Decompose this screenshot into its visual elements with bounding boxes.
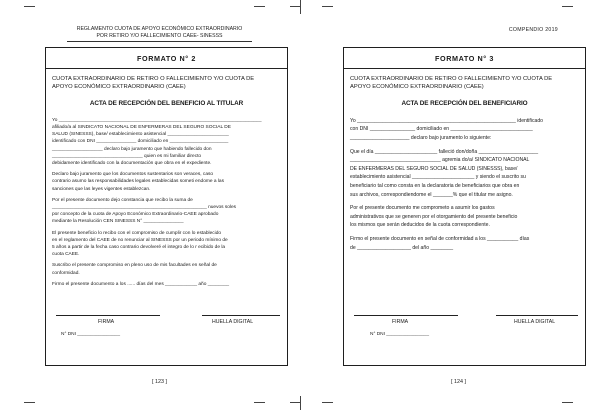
text-line: Firmo el presente documento a los ...... días del mes ____________ año ________ [52, 281, 230, 287]
signature-line [56, 315, 160, 316]
text-line: 5 años a partir de la fecha caso contrario devolveré el integro de lo r ecibido de la [52, 245, 226, 251]
text-line: Suscribo el presente compromiso en pleno uso de mis facultades en señal de [52, 263, 217, 269]
text-line: en el reglamento del CAEE de no renunciar al SINESSS por un periodo mínimo de [52, 237, 228, 243]
dni-field: N° DNI ________________ [61, 332, 120, 337]
text-line: Por el presente documento dejo constancia que recibo la suma de [52, 197, 193, 203]
signature-block [350, 315, 579, 355]
text-line: Yo ____________________________________________________________________________ [52, 117, 262, 123]
paragraph-conformity [52, 262, 281, 276]
text-line: administrativos que se generen por el otorgamiento del presente beneficio [350, 213, 518, 220]
fingerprint-line [202, 315, 280, 316]
running-head-line: REGLAMENTO CUOTA DE APOYO ECONÓMICO EXTRAORDINARIO [76, 26, 243, 32]
paragraph-date [52, 281, 281, 288]
paragraph-date [350, 235, 579, 252]
document-heading: ACTA DE RECEPCIÓN DEL BENEFICIO AL TITULAR [89, 99, 244, 107]
fingerprint-label: HUELLA DIGITAL [514, 319, 556, 325]
page-number: [ 124 ] [451, 379, 466, 385]
text-line: Yo ________________________________________________________ identificado [350, 117, 544, 124]
text-line: DE ENFERMERAS DEL SEGURO SOCIAL DE SALUD (SINESSS), base/ [350, 165, 518, 172]
document-heading: ACTA DE RECEPCIÓN DEL BENEFICIARIO [401, 99, 528, 107]
text-line: Que el día ______________________ falleció don/doña _____________________ [350, 148, 539, 155]
text-line: __________________________________ quien es mi familiar directo [52, 153, 202, 159]
form-frame [45, 47, 288, 366]
format-title: FORMATO N° 3 [344, 48, 585, 69]
paragraph-declaration [52, 117, 281, 167]
form-subtitle [350, 75, 579, 92]
signature-block [52, 315, 281, 355]
paragraph-commitment [350, 204, 579, 230]
running-head [67, 26, 252, 42]
text-line: identificado con DNI _______________ domiciliado en ______________________ [52, 139, 229, 145]
page-number: [ 123 ] [152, 379, 167, 385]
dni-field: N° DNI ________________ [370, 332, 429, 337]
text-line: debidamente identificado con la documentación que obra en el expediente. [52, 161, 212, 167]
form-frame [343, 47, 586, 366]
text-line: _____________________ declaro bajo juramento lo siguiente: [350, 135, 492, 141]
text-line: los mismos que serán deducidos de la cuota correspondiente. [350, 222, 490, 229]
text-line: con DNI ________________ domiciliado en _____________________________ [350, 126, 533, 133]
form-subtitle [52, 75, 281, 92]
paragraph-beneficiary [350, 148, 579, 200]
text-line: SALUD (SINESSS), base/ establecimiento asistencial _______________________ [52, 132, 229, 138]
text-line: sanciones que las leyes vigentes establezcan. [52, 186, 151, 192]
text-line: El presente beneficio lo recibo con el compromiso de cumplir con lo establecido [52, 230, 222, 236]
text-line: de ___________________ del año ________ [350, 244, 454, 251]
format-title: FORMATO N° 2 [46, 48, 287, 69]
text-line: __________________________________________________________ nuevos soles [52, 205, 237, 211]
text-line: mediante la Resolución CEN SINESSS N° _______________ [52, 219, 184, 225]
text-line: sus archivos, correspondiendome el _______% que el titular me asigno. [350, 191, 513, 198]
text-line: ________________________________ agremia do/a/ SINDICATO NACIONAL [350, 157, 530, 164]
paragraph-veracity [52, 171, 281, 193]
paragraph-commitment [52, 230, 281, 259]
left-page [12, 0, 302, 410]
paragraph-identification [350, 117, 579, 143]
signature-label: FIRMA [392, 319, 409, 325]
paragraph-amount [52, 197, 281, 226]
text-line: beneficiario tal como consta en la declaratoria de beneficiarios que obra en [350, 182, 520, 189]
text-line: contrario asumo las responsabilidades legales establecidas someti endome a las [52, 179, 224, 185]
text-line: ___________________ declaro bajo juramento que habiendo fallecido don [52, 146, 212, 152]
subtitle-line: APOYO ECONÓMICO EXTRAORDINARIO (CAEE) [52, 84, 186, 91]
running-head: COMPENDIO 2019 [508, 27, 558, 33]
text-line: afiliado/a al SINDICATO NACIONAL DE ENFERMERAS DEL SEGURO SOCIAL DE [52, 125, 231, 131]
fingerprint-label: HUELLA DIGITAL [212, 319, 254, 325]
text-line: Por el presente documento me comprometo a asumir los gastos [350, 205, 495, 212]
text-line: Declaro bajo juramento que los documentos sustentarios son veraces, caso [52, 172, 214, 178]
text-line: conformidad. [52, 270, 80, 276]
form-content [46, 69, 287, 288]
text-line: Firmo el presente documento en señal de conformidad a los ___________ días [350, 235, 530, 242]
text-line: cuota CAEE. [52, 252, 80, 258]
form-content [344, 69, 585, 252]
signature-line [354, 315, 458, 316]
right-page [312, 0, 600, 410]
text-line: establecimiento asistencial ______________________ y siendo el suscrito su [350, 174, 526, 181]
fingerprint-line [496, 315, 578, 316]
signature-label: FIRMA [98, 319, 115, 325]
running-head-line: POR RETIRO Y/O FALLECIMIENTO CAEE- SINESSS [96, 33, 223, 39]
text-line: por concepto de la cuota de Apoyo Económico Extraordinario-CAEE aprobado [52, 212, 219, 218]
subtitle-line: CUOTA EXTRAORDINARIO DE RETIRO O FALLECIMIENTO Y/O CUOTA DE [350, 76, 553, 82]
subtitle-line: APOYO ECONÓMICO EXTRAORDINARIO (CAEE) [350, 84, 484, 91]
subtitle-line: CUOTA EXTRAORDINARIO DE RETIRO O FALLECIMIENTO Y/O CUOTA DE [52, 76, 255, 82]
